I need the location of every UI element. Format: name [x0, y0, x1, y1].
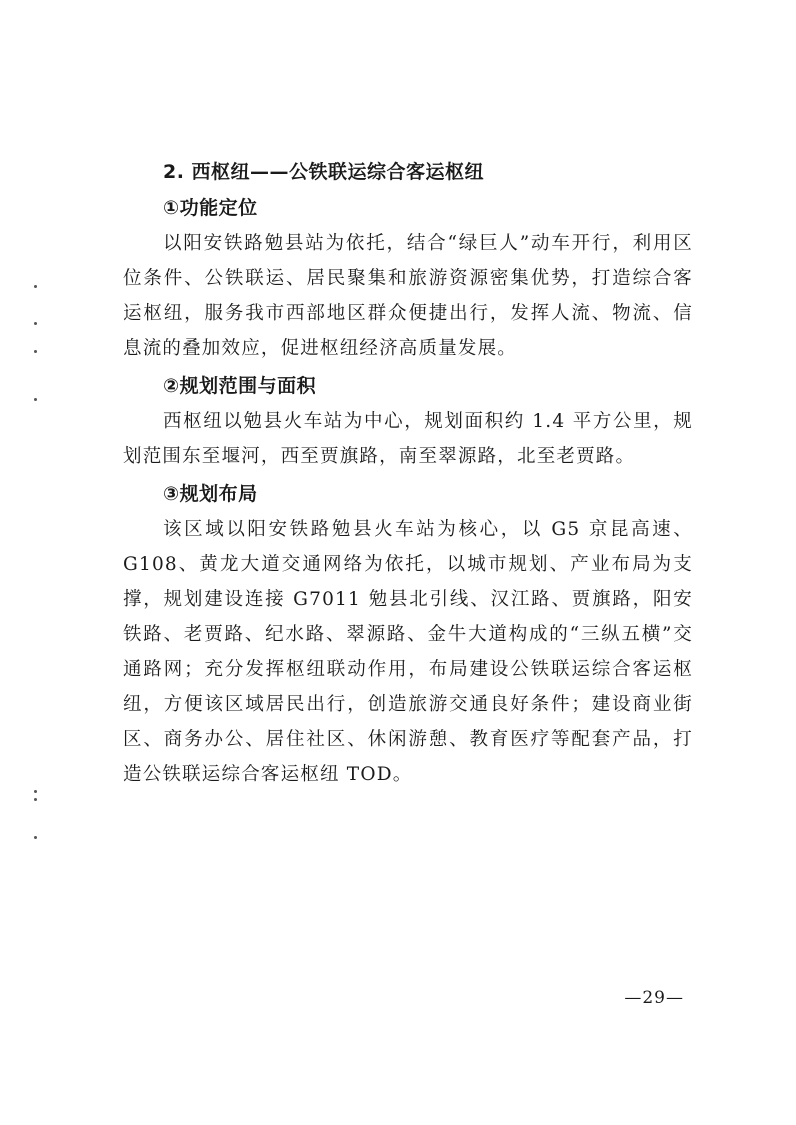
section-title: 2. 西枢纽——公铁联运综合客运枢纽 [163, 161, 485, 183]
subsection-paragraph-scope: 西枢纽以勉县火车站为中心，规划面积约 1.4 平方公里，规划范围东至堰河，西至贾旗路，南至翠源路，北至老贾路。 [123, 411, 693, 467]
subsection-heading-layout: ③规划布局 [163, 483, 258, 505]
margin-dot [34, 398, 37, 401]
page-number: —29— [624, 988, 684, 1008]
subsection-paragraph-layout: 该区域以阳安铁路勉县火车站为核心，以 G5 京昆高速、G108、黄龙大道交通网络为依托，以城市规划、产业布局为支撑，规划建设连接 G7011 勉县北引线、汉江路、贾旗路，阳安铁路、老贾路、纪水路、翠源路、金牛大道构成的“三纵五横”交通路网；充分发挥枢纽联动作用，布局建设公铁联运综合客运枢纽，方便该区域居民出行，创造旅游交通良好条件；建设商业街区、商务办公、居住社区、休闲游憩、教育医疗等配套产品，打造公铁联运综合客运枢纽 TOD。 [123, 519, 693, 785]
margin-dot [34, 798, 37, 801]
binding-margin-marks [34, 0, 44, 1125]
subsection-heading-scope: ②规划范围与面积 [163, 375, 317, 397]
margin-dot [34, 285, 37, 288]
margin-dot [34, 836, 37, 839]
margin-dot [34, 790, 37, 793]
subsection-paragraph-function: 以阳安铁路勉县站为依托，结合“绿巨人”动车开行，利用区位条件、公铁联运、居民聚集和旅游资源密集优势，打造综合客运枢纽，服务我市西部地区群众便捷出行，发挥人流、物流、信息流的叠加效应，促进枢纽经济高质量发展。 [123, 233, 693, 359]
margin-dot [34, 322, 37, 325]
margin-dot [34, 350, 37, 353]
document-body [123, 156, 693, 792]
subsection-heading-function: ①功能定位 [163, 197, 258, 219]
